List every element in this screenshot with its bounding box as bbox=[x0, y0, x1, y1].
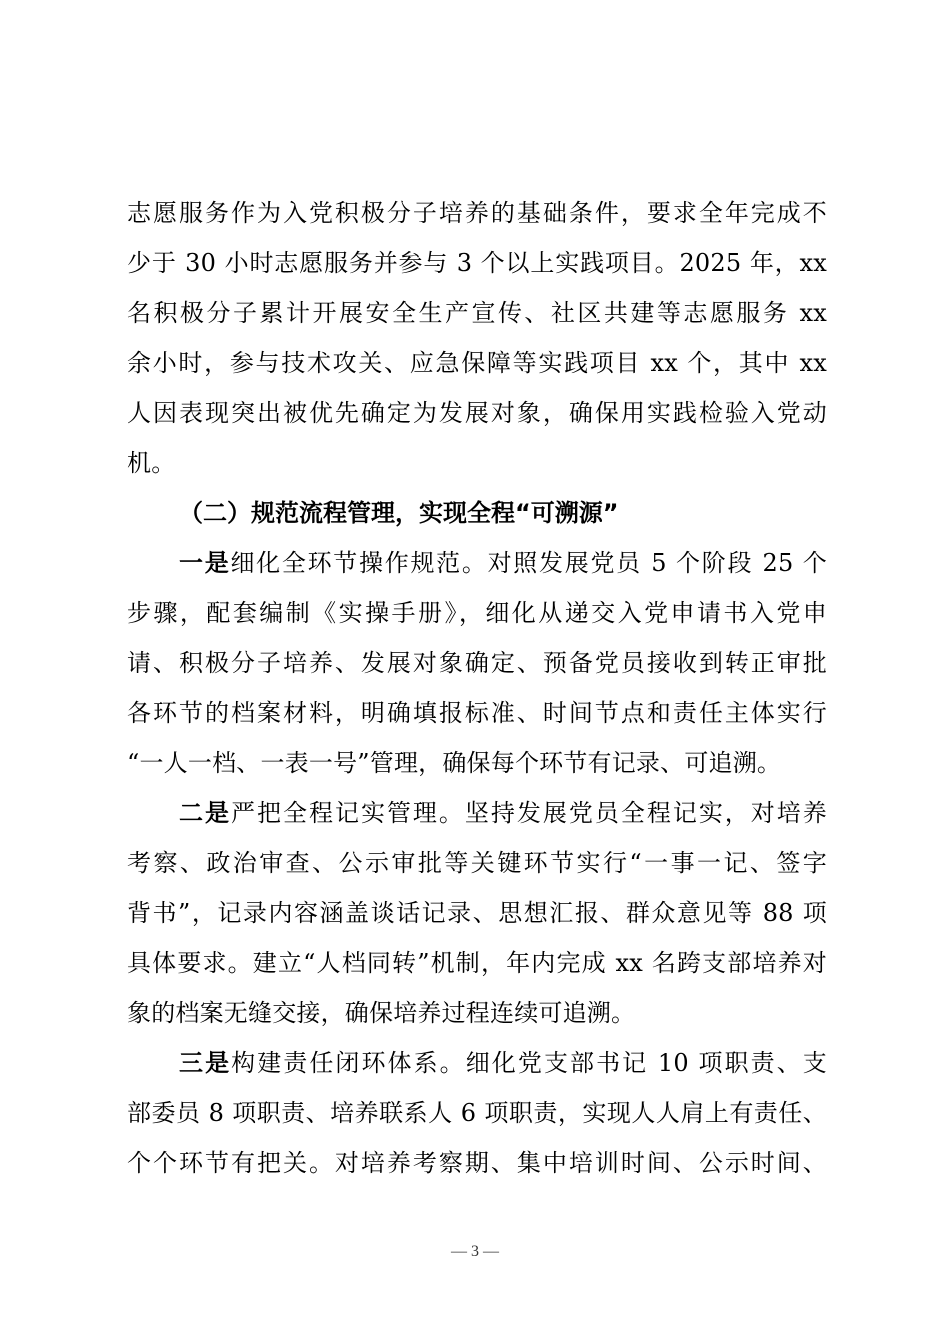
text-line bbox=[127, 788, 827, 838]
text-span: 细化全环节操作规范。对照发展党员 5 个阶段 25 个 bbox=[230, 549, 827, 577]
document-body bbox=[127, 188, 827, 1188]
text-line: 各环节的档案材料，明确填报标准、时间节点和责任主体实行 bbox=[127, 699, 827, 727]
paragraph-responsibility-loop bbox=[127, 1038, 827, 1188]
text-line bbox=[127, 538, 827, 588]
paragraph-record-management bbox=[127, 788, 827, 1038]
text-line: 名积极分子累计开展安全生产宣传、社区共建等志愿服务 xx bbox=[127, 299, 827, 327]
text-line: “一人一档、一表一号”管理，确保每个环节有记录、可追溯。 bbox=[127, 749, 782, 777]
lead-phrase: 二是 bbox=[179, 799, 231, 827]
lead-phrase: 一是 bbox=[179, 549, 231, 577]
text-line: 余小时，参与技术攻关、应急保障等实践项目 xx 个，其中 xx bbox=[127, 349, 827, 377]
text-line: 背书”，记录内容涵盖谈话记录、思想汇报、群众意见等 88 项 bbox=[127, 899, 827, 927]
lead-phrase: 三是 bbox=[179, 1049, 232, 1077]
paragraph-volunteer-service bbox=[127, 188, 827, 488]
text-line: 人因表现突出被优先确定为发展对象，确保用实践检验入党动 bbox=[127, 399, 827, 427]
text-span: 构建责任闭环体系。细化党支部书记 10 项职责、支 bbox=[231, 1049, 827, 1077]
text-line: 请、积极分子培养、发展对象确定、预备党员接收到转正审批 bbox=[127, 649, 827, 677]
paragraph-operation-norms bbox=[127, 538, 827, 788]
text-line: 象的档案无缝交接，确保培养过程连续可追溯。 bbox=[127, 999, 636, 1027]
text-line: 个个环节有把关。对培养考察期、集中培训时间、公示时间、 bbox=[127, 1149, 827, 1177]
page-number: — 3 — bbox=[451, 1243, 499, 1260]
text-line: 考察、政治审查、公示审批等关键环节实行“一事一记、签字 bbox=[127, 849, 827, 877]
text-line: 少于 30 小时志愿服务并参与 3 个以上实践项目。2025 年，xx bbox=[127, 249, 827, 277]
text-line: 机。 bbox=[127, 449, 176, 477]
text-line: 志愿服务作为入党积极分子培养的基础条件，要求全年完成不 bbox=[127, 199, 827, 227]
text-line: 步骤，配套编制《实操手册》，细化从递交入党申请书入党申 bbox=[127, 599, 827, 627]
section-heading: （二）规范流程管理，实现全程“可溯源” bbox=[179, 499, 619, 527]
text-line bbox=[127, 1038, 827, 1088]
text-line: 具体要求。建立“人档同转”机制，年内完成 xx 名跨支部培养对 bbox=[127, 949, 827, 977]
text-line: 部委员 8 项职责、培养联系人 6 项职责，实现人人肩上有责任、 bbox=[127, 1099, 827, 1127]
text-span: 严把全程记实管理。坚持发展党员全程记实，对培养 bbox=[230, 799, 827, 827]
